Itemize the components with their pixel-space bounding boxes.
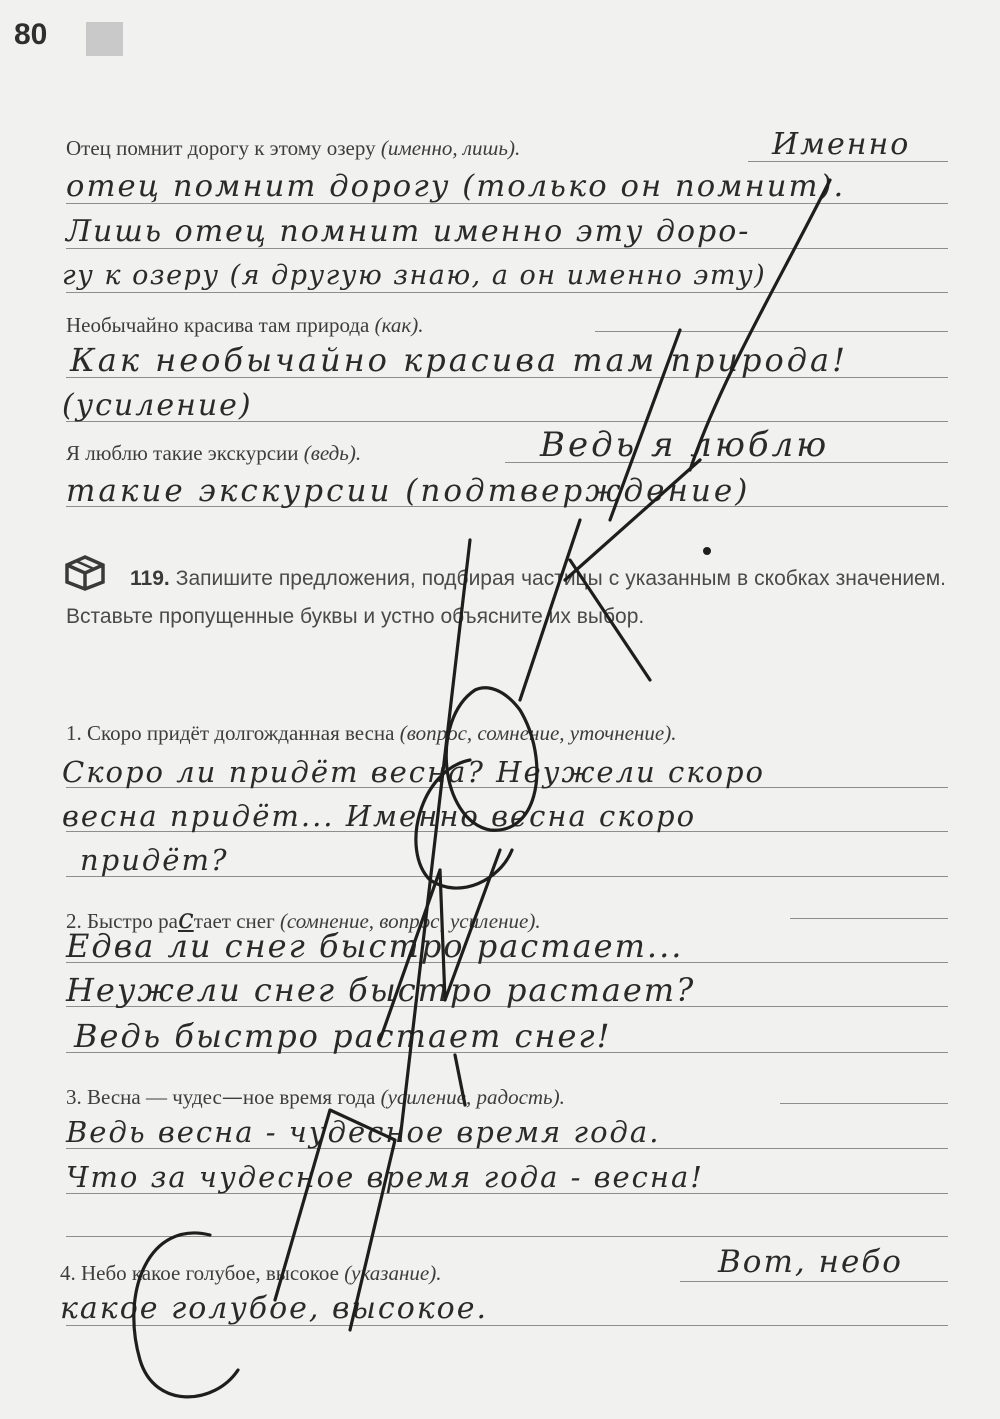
handwritten-answer: Именно	[772, 127, 911, 162]
handwritten-answer: Ведь быстро растает снег!	[74, 1017, 612, 1055]
hint: (как).	[374, 313, 424, 337]
handwritten-answer: Как необычайно красива там природа!	[70, 341, 848, 379]
handwritten-answer: Что за чудесное время года - весна!	[66, 1160, 704, 1194]
handwritten-answer: Скоро ли придёт весна? Неужели скоро	[62, 755, 765, 789]
handwritten-answer: придёт?	[80, 843, 229, 877]
item-2: 2. Быстро растает снег (сомнение, вопрос, усиление).	[66, 902, 541, 935]
handwritten-answer: Лишь отец помнит именно эту доро-	[66, 214, 751, 249]
writing-line	[595, 331, 948, 332]
handwritten-answer: Едва ли снег быстро растает...	[66, 927, 684, 965]
sentence-3: Я люблю такие экскурсии (ведь).	[66, 441, 362, 465]
hint: (ведь).	[303, 441, 362, 465]
page-corner-tab	[86, 22, 123, 56]
handwritten-answer: Ведь я люблю	[540, 425, 830, 465]
handwritten-answer: отец помнит дорогу (только он помнит).	[66, 169, 846, 204]
handwritten-answer: гу к озеру (я другую знаю, а он именно эту)	[62, 260, 767, 291]
sentence-1: Отец помнит дорогу к этому озеру (именно, лишь).	[66, 136, 521, 160]
inserted-letter: с	[178, 902, 194, 935]
inserted-letter: —	[221, 1085, 243, 1109]
item-1: 1. Скоро придёт долгожданная весна (вопрос, сомнение, уточнение).	[66, 721, 677, 745]
hint: (сомнение, вопрос, усиление).	[279, 909, 541, 933]
page-number: 80	[14, 18, 48, 51]
writing-line	[66, 1236, 948, 1237]
writing-line	[790, 918, 948, 919]
handwritten-answer: такие экскурсии (подтверждение)	[66, 473, 751, 509]
task-number: 119.	[130, 567, 170, 590]
writing-line	[680, 1281, 948, 1282]
hint: (указание).	[344, 1261, 442, 1285]
handwritten-answer: (усиление)	[62, 388, 253, 423]
handwritten-answer: Ведь весна - чудесное время года.	[66, 1115, 661, 1149]
task-instructions	[66, 560, 946, 636]
hint: (усиление, радость).	[380, 1085, 565, 1109]
item-3: 3. Весна — чудес—ное время года (усиление, радость).	[66, 1085, 565, 1109]
handwritten-answer: Вот, небо	[718, 1244, 903, 1280]
handwritten-answer: какое голубое, высокое.	[60, 1291, 489, 1326]
sentence-2: Необычайно красива там природа (как).	[66, 313, 424, 337]
item-4: 4. Небо какое голубое, высокое (указание).	[60, 1261, 442, 1285]
hint: (вопрос, сомнение, уточнение).	[399, 721, 677, 745]
writing-line	[780, 1103, 948, 1104]
handwritten-answer: Неужели снег быстро растает?	[66, 971, 696, 1009]
task-text: Запишите предложения, подбирая частицы с указанным в скобках значением. Вставьте пропущенные буквы и устно объясните их выбор.	[66, 567, 947, 628]
hint: (именно, лишь).	[380, 136, 521, 160]
handwritten-answer: весна придёт... Именно весна скоро	[62, 799, 697, 833]
